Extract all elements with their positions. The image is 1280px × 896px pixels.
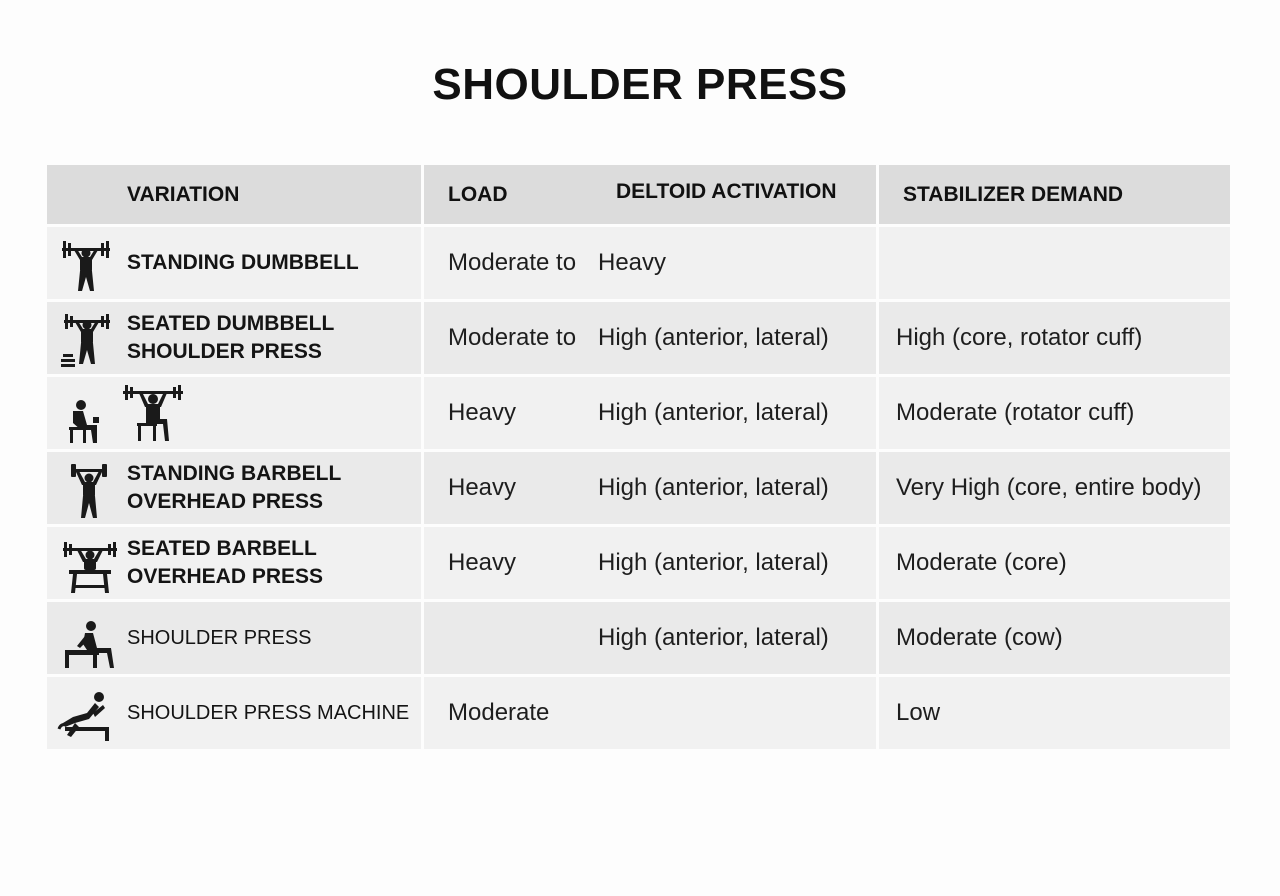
variation-label-line: STANDING DUMBBELL	[127, 251, 359, 274]
table-row	[47, 227, 1233, 299]
table-row	[47, 677, 1233, 749]
load-activation-cell	[424, 227, 876, 299]
load-activation-cell	[424, 527, 876, 599]
table-row	[47, 602, 1233, 674]
variation-label-line: SHOULDER PRESS	[127, 627, 312, 649]
variation-label-line: SHOULDER PRESS MACHINE	[127, 702, 410, 724]
variation-label-line: SEATED BARBELL	[127, 537, 317, 560]
load-value: Moderate to	[448, 249, 577, 276]
header-activation: DELTOID ACTIVATION	[616, 180, 837, 204]
seated-figures-icon	[57, 383, 187, 445]
load-activation-cell	[424, 452, 876, 524]
seated-barbell-press-icon	[59, 535, 121, 597]
variation-cell	[47, 452, 421, 524]
variation-label	[127, 535, 323, 591]
header-stabilizer: STABILIZER DEMAND	[903, 182, 1124, 206]
activation-value: High (anterior, lateral)	[598, 399, 829, 426]
header-variation: VARIATION	[127, 182, 240, 206]
table-row	[47, 452, 1233, 524]
variation-cell	[47, 677, 421, 749]
variation-label-line: STANDING BARBELL	[127, 462, 342, 485]
stabilizer-value: Moderate (core)	[896, 549, 1067, 576]
variation-label-line: SHOULDER PRESS	[127, 340, 322, 363]
standing-barbell-press-icon	[59, 460, 115, 522]
header-cell-load-activation	[424, 165, 876, 224]
variation-label	[127, 249, 359, 277]
variation-label	[127, 624, 312, 652]
load-activation-cell	[424, 602, 876, 674]
page-title: SHOULDER PRESS	[432, 60, 848, 109]
stabilizer-cell	[879, 677, 1230, 749]
load-value: Moderate to	[448, 324, 577, 351]
stabilizer-value: High (core, rotator cuff)	[896, 324, 1143, 351]
standing-dumbbell-press-icon	[59, 235, 115, 293]
stabilizer-cell	[879, 302, 1230, 374]
stabilizer-cell	[879, 377, 1230, 449]
stabilizer-value: Low	[896, 699, 941, 726]
variation-label-line: OVERHEAD PRESS	[127, 565, 324, 588]
shoulder-press-machine-icon	[57, 683, 119, 745]
stabilizer-cell	[879, 527, 1230, 599]
activation-value: High (anterior, lateral)	[598, 474, 829, 501]
comparison-table	[47, 165, 1233, 749]
seated-dumbbell-press-icon	[59, 310, 115, 370]
load-activation-cell	[424, 377, 876, 449]
stabilizer-value: Very High (core, entire body)	[896, 474, 1202, 501]
variation-cell	[47, 527, 421, 599]
table-header-row	[47, 165, 1233, 224]
load-value: Moderate	[448, 699, 550, 726]
table-row	[47, 377, 1233, 449]
header-load: LOAD	[448, 182, 508, 206]
variation-cell	[47, 227, 421, 299]
variation-label	[127, 460, 341, 516]
activation-value: High (anterior, lateral)	[598, 324, 829, 351]
load-activation-cell	[424, 302, 876, 374]
activation-value: High (anterior, lateral)	[598, 624, 829, 651]
activation-value: Heavy	[598, 249, 667, 276]
variation-cell	[47, 302, 421, 374]
variation-label-line: SEATED DUMBBELL	[127, 312, 335, 335]
stabilizer-value: Moderate (rotator cuff)	[896, 399, 1135, 426]
stabilizer-value: Moderate (cow)	[896, 624, 1063, 651]
variation-cell	[47, 602, 421, 674]
activation-value: High (anterior, lateral)	[598, 549, 829, 576]
variation-label-line: OVERHEAD PRESS	[127, 490, 324, 513]
stabilizer-cell	[879, 602, 1230, 674]
table-row	[47, 527, 1233, 599]
variation-label	[127, 310, 334, 366]
table-row	[47, 302, 1233, 374]
seated-person-icon	[59, 610, 119, 672]
variation-cell	[47, 377, 421, 449]
header-cell-variation	[47, 165, 421, 224]
header-cell-stabilizer	[879, 165, 1230, 224]
stabilizer-cell	[879, 452, 1230, 524]
stabilizer-cell	[879, 227, 1230, 299]
variation-label	[127, 699, 409, 727]
load-value: Heavy	[448, 474, 517, 501]
load-activation-cell	[424, 677, 876, 749]
load-value: Heavy	[448, 549, 517, 576]
load-value: Heavy	[448, 399, 517, 426]
